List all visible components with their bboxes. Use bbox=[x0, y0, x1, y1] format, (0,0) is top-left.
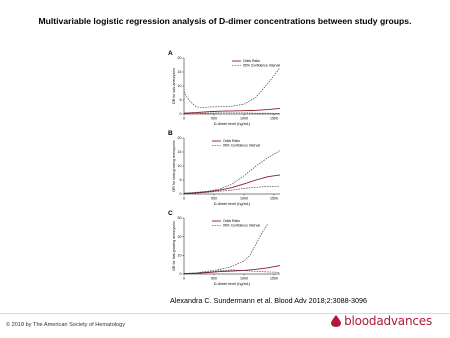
x-axis-label-a: D-dimer level (ng/mL) bbox=[213, 122, 251, 126]
x-tick-label-c: 1000 bbox=[240, 276, 248, 281]
panel-b bbox=[168, 130, 280, 206]
panel-a bbox=[168, 50, 280, 126]
y-tick-label-a: 0 bbox=[179, 112, 182, 117]
x-tick-label-a: 1500 bbox=[270, 116, 278, 121]
ci-line-c-2 bbox=[184, 270, 280, 274]
legend-label-or-b: Odds Ratio bbox=[223, 139, 240, 144]
ci-line-c-1 bbox=[184, 224, 268, 274]
y-tick-label-c: 10 bbox=[177, 253, 182, 258]
panel-label-c: C bbox=[168, 210, 173, 217]
ci-line-a-1 bbox=[184, 68, 280, 108]
y-axis-label-b: OR for slow-growing aneurysms bbox=[172, 140, 176, 192]
y-tick-label-a: 15 bbox=[177, 70, 182, 75]
y-axis-label-a: OR for sub-aneurysms bbox=[172, 67, 176, 105]
slide-title: Multivariable logistic regression analysis of D-dimer concentrations between study groups. bbox=[38, 16, 412, 26]
x-tick-label-b: 500 bbox=[211, 196, 217, 201]
legend-label-ci-a: 95% Confidence Interval bbox=[243, 63, 280, 68]
y-tick-label-c: 30 bbox=[177, 216, 182, 221]
y-tick-label-b: 0 bbox=[179, 192, 182, 197]
brand-logo bbox=[331, 314, 432, 328]
legend-label-or-c: Odds Ratio bbox=[223, 219, 240, 224]
y-tick-label-a: 5 bbox=[179, 98, 182, 103]
citation: Alexandra C. Sundermann et al. Blood Adv 2018;2:3088-3096 bbox=[170, 296, 367, 305]
x-tick-label-a: 500 bbox=[211, 116, 217, 121]
y-tick-label-a: 20 bbox=[177, 56, 182, 61]
blood-drop-icon bbox=[331, 315, 341, 327]
y-tick-label-c: 20 bbox=[177, 234, 182, 239]
x-tick-label-a: 0 bbox=[183, 116, 185, 121]
legend-label-ci-b: 95% Confidence Interval bbox=[223, 143, 260, 148]
x-tick-label-c: 0 bbox=[183, 276, 185, 281]
ci-line-a-2 bbox=[184, 113, 280, 114]
x-axis-label-b: D-dimer level (ng/mL) bbox=[213, 202, 251, 206]
x-tick-label-c: 500 bbox=[211, 276, 217, 281]
y-tick-label-a: 10 bbox=[177, 84, 182, 89]
panel-label-a: A bbox=[168, 50, 173, 57]
x-tick-label-c: 1500 bbox=[270, 276, 278, 281]
x-tick-label-b: 1500 bbox=[270, 196, 278, 201]
y-tick-label-b: 20 bbox=[177, 136, 182, 141]
x-tick-label-a: 1000 bbox=[240, 116, 248, 121]
brand-text: bloodadvances bbox=[344, 314, 432, 328]
panel-label-b: B bbox=[168, 130, 173, 137]
y-tick-label-b: 15 bbox=[177, 150, 182, 155]
y-axis-label-c: OR for fast-growing aneurysms bbox=[172, 221, 176, 271]
panel-c bbox=[168, 210, 280, 286]
figure-panels bbox=[164, 48, 294, 288]
x-tick-label-b: 1000 bbox=[240, 196, 248, 201]
odds-ratio-line-a-0 bbox=[184, 108, 280, 113]
y-tick-label-b: 5 bbox=[179, 178, 182, 183]
odds-ratio-line-b-0 bbox=[184, 175, 280, 193]
y-tick-label-b: 10 bbox=[177, 164, 182, 169]
copyright-text: © 2018 by The American Society of Hematology bbox=[6, 322, 126, 328]
x-tick-label-b: 0 bbox=[183, 196, 185, 201]
legend-label-or-a: Odds Ratio bbox=[243, 59, 260, 64]
legend-label-ci-c: 95% Confidence Interval bbox=[223, 223, 260, 228]
x-axis-label-c: D-dimer level (ng/mL) bbox=[213, 282, 251, 286]
y-tick-label-c: 0 bbox=[179, 272, 182, 277]
